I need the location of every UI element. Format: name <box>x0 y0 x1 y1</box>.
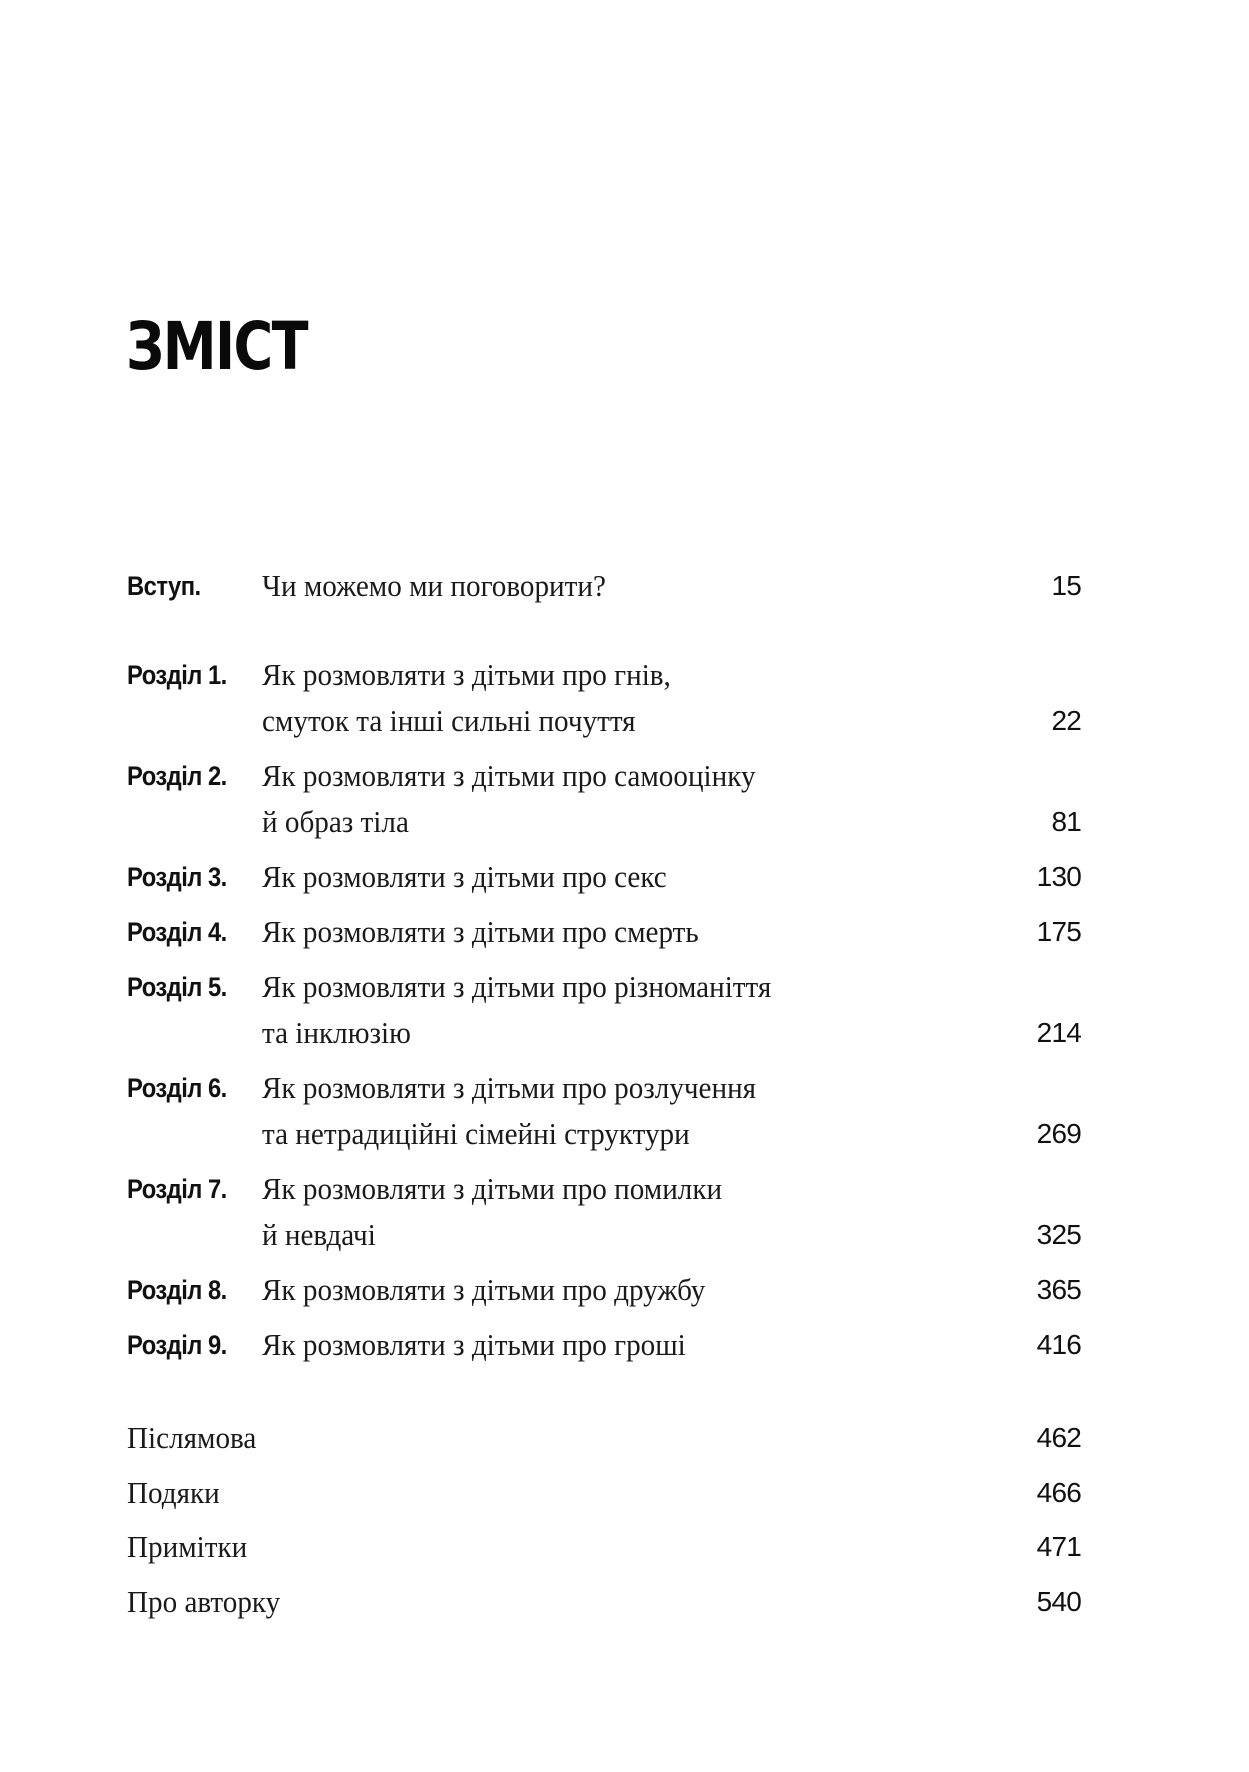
toc-entry-chapter-3[interactable] <box>0 854 1249 900</box>
toc-entry-chapter-8[interactable] <box>0 1267 1249 1313</box>
entry-title: Про авторку <box>127 1584 281 1619</box>
entry-label: Розділ 2. <box>127 761 227 791</box>
entry-label: Розділ 8. <box>127 1275 227 1305</box>
entry-label: Розділ 3. <box>127 862 227 892</box>
entry-label: Розділ 1. <box>127 660 227 690</box>
page-title: ЗМІСТ <box>126 308 307 385</box>
entry-label: Вступ. <box>127 571 201 601</box>
entry-page-number: 462 <box>1036 1422 1081 1453</box>
entry-title: Подяки <box>127 1475 220 1510</box>
entry-page-number: 22 <box>1051 705 1081 736</box>
entry-page-number: 471 <box>1036 1531 1081 1562</box>
entry-title: Як розмовляти з дітьми про смерть <box>262 914 699 949</box>
entry-title: Як розмовляти з дітьми про помилки й невдачі <box>262 1171 723 1252</box>
entry-page-number: 175 <box>1036 916 1081 947</box>
toc-entry-chapter-7[interactable] <box>0 1166 1249 1258</box>
entry-title: Чи можемо ми поговорити? <box>262 568 606 603</box>
toc-entry-chapter-1[interactable] <box>0 652 1249 744</box>
toc-entry-about-author[interactable] <box>0 1579 1249 1625</box>
entry-title: Як розмовляти з дітьми про самооцінку й образ тіла <box>262 758 756 839</box>
toc-entry-intro[interactable] <box>0 563 1249 609</box>
toc-entry-chapter-6[interactable] <box>0 1065 1249 1157</box>
entry-label: Розділ 6. <box>127 1073 227 1103</box>
toc-entry-chapter-2[interactable] <box>0 753 1249 845</box>
entry-title: Як розмовляти з дітьми про гроші <box>262 1327 686 1362</box>
entry-title: Як розмовляти з дітьми про розлучення та нетрадиційні сімейні структури <box>262 1070 757 1151</box>
entry-page-number: 416 <box>1036 1329 1081 1360</box>
entry-page-number: 214 <box>1036 1017 1081 1048</box>
entry-page-number: 365 <box>1036 1274 1081 1305</box>
entry-label: Розділ 9. <box>127 1330 227 1360</box>
entry-label: Розділ 5. <box>127 972 227 1002</box>
entry-title: Примітки <box>127 1529 248 1564</box>
toc-entry-chapter-9[interactable] <box>0 1322 1249 1368</box>
toc-entry-notes[interactable] <box>0 1524 1249 1570</box>
entry-page-number: 325 <box>1036 1219 1081 1250</box>
entry-label: Розділ 7. <box>127 1174 227 1204</box>
toc-entry-chapter-5[interactable] <box>0 964 1249 1056</box>
entry-title: Післямова <box>127 1420 257 1455</box>
toc-entry-chapter-4[interactable] <box>0 909 1249 955</box>
entry-title: Як розмовляти з дітьми про гнів, смуток та інші сильні почуття <box>262 657 671 738</box>
toc-entry-acknowledgements[interactable] <box>0 1470 1249 1516</box>
entry-label: Розділ 4. <box>127 917 227 947</box>
entry-page-number: 466 <box>1036 1477 1081 1508</box>
entry-title: Як розмовляти з дітьми про дружбу <box>262 1272 706 1307</box>
entry-page-number: 15 <box>1051 570 1081 601</box>
entry-title: Як розмовляти з дітьми про секс <box>262 859 667 894</box>
entry-page-number: 130 <box>1036 861 1081 892</box>
entry-title: Як розмовляти з дітьми про різноманіття та інклюзію <box>262 969 772 1050</box>
entry-page-number: 269 <box>1036 1118 1081 1149</box>
entry-page-number: 540 <box>1036 1586 1081 1617</box>
entry-page-number: 81 <box>1051 806 1081 837</box>
toc-entry-afterword[interactable] <box>0 1415 1249 1461</box>
